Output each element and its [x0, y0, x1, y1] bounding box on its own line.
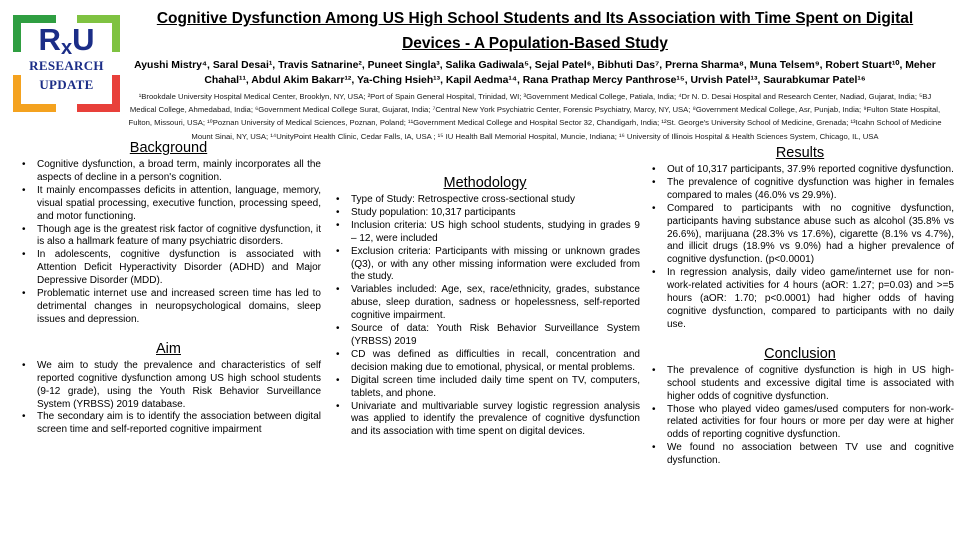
results-heading: Results	[775, 145, 825, 161]
methodology-bullet-list	[330, 194, 640, 439]
background-bullet-list	[16, 159, 321, 327]
aim-heading: Aim	[156, 340, 181, 357]
background-heading: Background	[129, 140, 208, 156]
background-bullet: • It mainly encompasses deficits in attention, language, memory, visual spatial processing, executive function, processing speed, and motor functioning.	[16, 185, 321, 224]
methodology-bullet: • Inclusion criteria: US high school students, studying in grades 9 – 12, were included	[330, 220, 640, 246]
results-bullet: • Compared to participants with no cognitive dysfunction, participants having substance abuse such as alcohol (35.8% vs 26.6%), marijuana (28.3% vs 17.6%), cigarette (8.1% vs 4.7%), and illicit drugs (18.9% vs 9.0%) had a higher prevalence of cognitive dysfunction. (p<0.0001)	[646, 203, 954, 268]
methodology-bullet: • Study population: 10,317 participants	[330, 207, 640, 220]
methodology-bullet: • Exclusion criteria: Participants with missing or unknown grades (Q3), or with any other missing information were excluded from the study.	[330, 246, 640, 285]
authors-line: Ayushi Mistry⁴, Saral Desai¹, Travis Satnarine², Puneet Singla³, Salika Gadiwala⁵, Sejal Patel⁶, Bibhuti Das⁷, Prerna Sharma⁸, Muna Telsem⁹, Robert Stuart¹⁰, Meher Chahal¹¹, Abdul Akim Bakarr¹², Ya-Ching Hsieh¹³, Kapil Aedma¹⁴, Rana Prathap Mercy Panthrose¹⁵, Urvish Patel¹³, Saurabkumar Patel¹⁶	[134, 60, 936, 86]
logo-rxu	[38, 22, 95, 59]
logo-text	[13, 15, 120, 112]
methodology-bullet: • Source of data: Youth Risk Behavior Surveillance System (YRBSS) 2019	[330, 323, 640, 349]
results-bullet: • The prevalence of cognitive dysfunction was higher in females compared to males (46.0% vs 29.9%).	[646, 177, 954, 203]
column-results-conclusion	[646, 145, 954, 468]
methodology-bullet: • Digital screen time included daily time spent on TV, computers, tablets, and phone.	[330, 375, 640, 401]
results-bullet: • In regression analysis, daily video game/internet use for non-work-related activities for 4 hours (aOR: 1.27; p=0.03) and >=5 hours (aOR: 1.70; p<0.0001) had higher odds of having cognitive dysfunction, compared to participants with no daily use.	[646, 267, 954, 332]
poster-title-line2: Devices - A Population-Based Study	[402, 35, 668, 52]
background-bullet: • Though age is the greatest risk factor of cognitive dysfunction, it is also a hallmark feature of many psychiatric disorders.	[16, 224, 321, 250]
logo-letter-x: x	[60, 37, 73, 59]
methodology-bullet: • Univariate and multivariable survey logistic regression analysis was applied to identify the prevalence of cognitive dysfunction and its association with time spent on digital devices.	[330, 401, 640, 440]
logo-letter-u: U	[72, 22, 95, 57]
column-methodology	[330, 175, 640, 439]
poster-title	[128, 6, 942, 56]
affiliations: ¹Brookdale University Hospital Medical Center, Brooklyn, NY, USA; ²Port of Spain General Hospital, Trinidad, WI; ³Government Medical College, Patiala, India; ⁴Dr N. D. Desai Hospital and Research Center, Nadiad, Gujarat, India; ⁵BJ Medical College, Ahmedabad, India; ⁶Government Medical College Surat, Gujarat, India; ⁷Central New York Psychiatric Center, Forensic Psychiatry, Marcy, NY, USA; ⁸Government Medical College, Asr, Punjab, India; ⁹Fulton State Hospital, Fulton, Missouri, USA; ¹⁰Poznan University of Medical Sciences, Poznan, Poland; ¹¹Government Medical College and Hospital Sector 32, Chandigarh, India; ¹²St. George's University School of Medicine, Grenada; ¹³Icahn School of Medicine Mount Sinai, NY, USA; ¹⁴UnityPoint Health Clinic, Cedar Falls, IA, USA ; ¹⁵ IU Health Ball Memorial Hospital, Muncie, Indiana; ¹⁶ University of Illinois Hospital & Health Sciences System, Chicago, IL, USA	[128, 92, 942, 141]
conclusion-bullet: • The prevalence of cognitive dysfunction is high in US high-school students and excessive digital time is associated with higher odds of cognitive dysfunction.	[646, 365, 954, 404]
logo-word-update: UPDATE	[39, 77, 94, 93]
methodology-bullet: • Variables included: Age, sex, race/ethnicity, grades, substance abuse, sleep duration, sadness or hopelessness, self-reported cognitive impairment.	[330, 284, 640, 323]
logo-letter-r: R	[38, 22, 61, 57]
methodology-bullet: • CD was defined as difficulties in recall, concentration and decision making due to emotional, physical, or mental problems.	[330, 349, 640, 375]
column-background-aim	[16, 140, 321, 437]
poster-header	[128, 6, 942, 143]
results-bullet-list	[646, 164, 954, 332]
conclusion-bullet-list	[646, 365, 954, 468]
research-update-logo	[13, 15, 120, 112]
poster-title-line1: Cognitive Dysfunction Among US High School Students and Its Association with Time Spent on Digital	[156, 10, 914, 27]
methodology-bullet: • Type of Study: Retrospective cross-sectional study	[330, 194, 640, 207]
background-bullet: • Cognitive dysfunction, a broad term, mainly incorporates all the aspects of decline in a person's cognition.	[16, 159, 321, 185]
aim-bullet: • The secondary aim is to identify the association between digital screen time and self-reported cognitive impairment	[16, 411, 321, 437]
background-bullet: • In adolescents, cognitive dysfunction is associated with Attention Deficit Hyperactivity Disorder (ADHD) and Major Depressive Disorder (MDD).	[16, 249, 321, 288]
conclusion-heading: Conclusion	[764, 345, 836, 362]
aim-bullet-list	[16, 360, 321, 437]
conclusion-bullet: • We found no association between TV use and cognitive dysfunction.	[646, 442, 954, 468]
results-bullet: • Out of 10,317 participants, 37.9% reported cognitive dysfunction.	[646, 164, 954, 177]
aim-bullet: • We aim to study the prevalence and characteristics of self reported cognitive dysfunction among US high school students (9-12 grade), using the Youth Risk Behavior Surveillance System (YRBSS) 2019 database.	[16, 360, 321, 412]
methodology-heading: Methodology	[443, 175, 527, 191]
logo-word-research: RESEARCH	[29, 58, 104, 73]
background-bullet: • Problematic internet use and increased screen time has led to detrimental changes in neuropsychological domains, sleep issues and depression.	[16, 288, 321, 327]
conclusion-bullet: • Those who played video games/used computers for non-work-related activities for four hours or more per day were at higher odds of reporting cognitive dysfunction.	[646, 404, 954, 443]
